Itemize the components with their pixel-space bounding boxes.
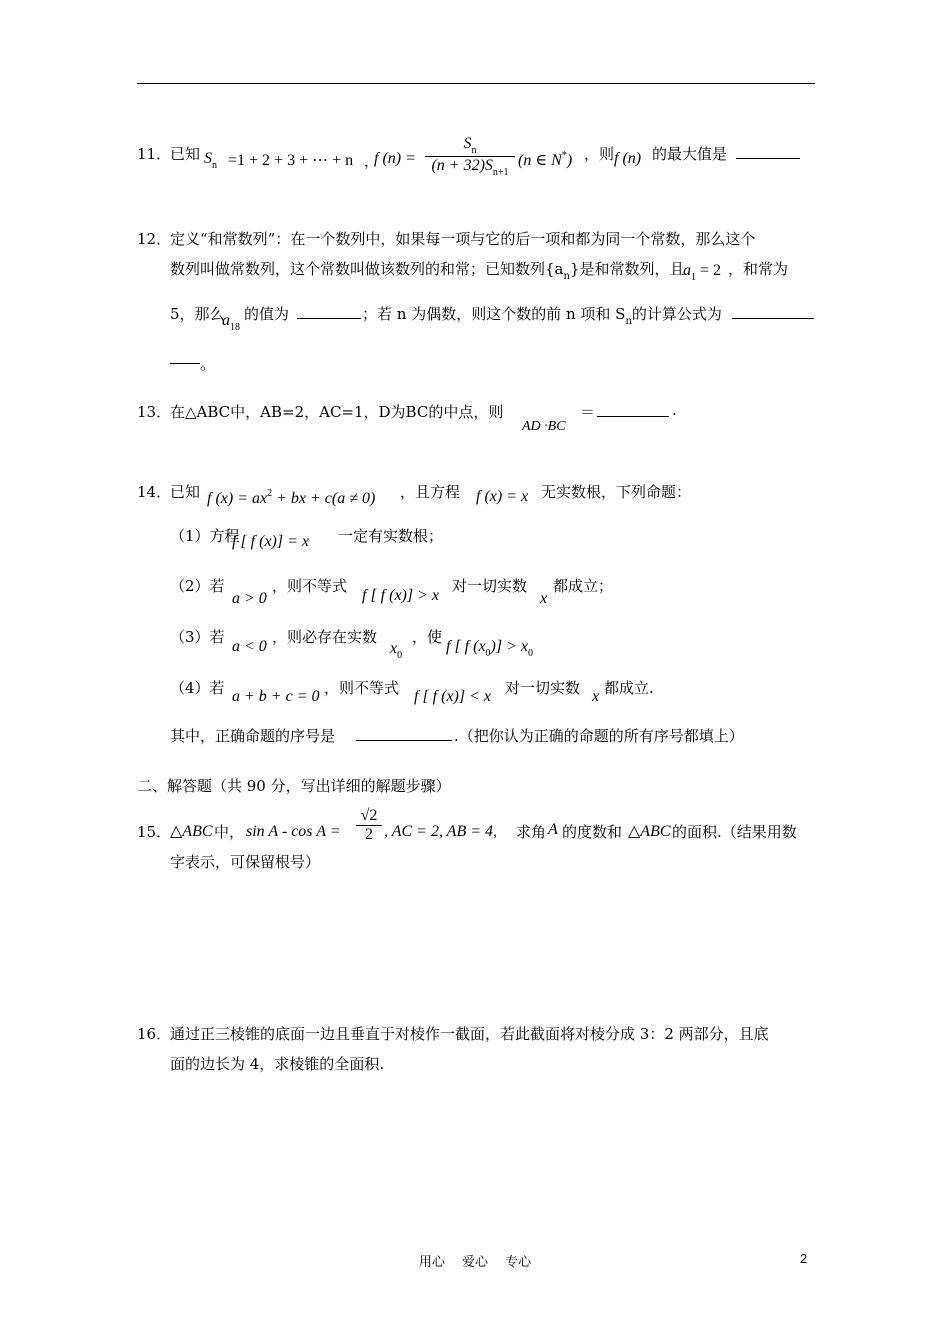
q11-text-1: 已知 xyxy=(170,145,201,163)
q14-text-2: ，且方程 xyxy=(400,483,461,501)
q14-prop-1-label: （1）方程 xyxy=(170,527,240,545)
q14-prop-2-t3: 都成立； xyxy=(553,577,614,595)
q14-number: 14． xyxy=(137,483,172,501)
q15-denominator: 2 xyxy=(365,826,373,843)
q13-vector: AD ·BC xyxy=(522,419,566,434)
q15-rest: , AC = 2, AB = 4, xyxy=(384,823,498,840)
q11-text-3: 的最大值是 xyxy=(652,145,728,163)
q12-a18: $a_{18}$ xyxy=(222,312,240,333)
q16-line-2: 面的边长为 4，求棱锥的全面积. xyxy=(170,1055,385,1073)
q15-line-2: 字表示，可保留根号） xyxy=(170,853,321,871)
page-footer: 用心 爱心 专心 xyxy=(418,1255,532,1270)
q14-prop-4-t3: 都成立. xyxy=(604,679,654,697)
q14-prop-4-t2: 对一切实数 xyxy=(505,679,581,697)
q11-comma: ， xyxy=(364,152,380,170)
q16-line-1: 通过正三棱锥的底面一边且垂直于对棱作一截面，若此截面将对棱分成 3：2 两部分，且底 xyxy=(170,1025,769,1043)
q11-fn: f (n) = xyxy=(374,150,416,167)
q14-prop-3-math: f [ f $(x_0)] > x_0$ xyxy=(446,638,533,659)
q12-blank-formula[interactable] xyxy=(732,304,814,319)
q12-line-1: 定义“和常数列”：在一个数列中，如果每一项与它的后一项和都为同一个常数，那么这个 xyxy=(170,230,756,248)
q16-number: 16． xyxy=(137,1025,172,1043)
q13-answer-blank[interactable] xyxy=(597,402,669,417)
q11-numerator: $S_n$ xyxy=(463,135,477,156)
q12-line-2a: 数列叫做常数列，这个常数叫做该数列的和常；已知数列$\{a_n\}$是和常数列，且 xyxy=(170,260,685,282)
q14-final-a: 其中，正确命题的序号是 xyxy=(170,727,336,745)
q12-number: 12． xyxy=(137,230,172,248)
q14-answer-blank[interactable] xyxy=(356,726,452,741)
q14-equation: f (x) = x xyxy=(476,488,529,505)
q15-fraction xyxy=(356,807,382,844)
q13-number: 13． xyxy=(137,403,172,421)
page-number: 2 xyxy=(800,1251,808,1266)
q14-prop-4-label: （4）若 xyxy=(170,679,225,697)
q11-condition: (n ∈ N*) xyxy=(518,150,573,169)
q12-line-3a: 5，那么 xyxy=(170,305,225,323)
q12-line-2c: ，和常为 xyxy=(728,260,789,278)
q15-number: 15． xyxy=(137,823,172,841)
q13-eq: ＝ xyxy=(580,403,596,421)
q15-triangle: △ABC xyxy=(170,823,213,840)
q11-answer-blank[interactable] xyxy=(736,144,800,159)
section-2-heading: 二、解答题（共 90 分，写出详细的解题步骤） xyxy=(137,777,451,795)
q12-blank-a18[interactable] xyxy=(297,304,361,319)
q14-prop-2-cond: a > 0 xyxy=(232,590,267,607)
q11-denominator: $(n + 32)S_{n+1}$ xyxy=(431,157,509,178)
q15-numerator: √2 xyxy=(360,807,378,824)
q11-fraction xyxy=(425,135,515,178)
q11-sn: $S_n$ xyxy=(204,150,217,171)
q15-triangle-2: △ABC xyxy=(628,823,671,840)
q14-prop-4-cond: a + b + c = 0 xyxy=(232,688,320,705)
q14-function: f $(x) = ax^2$ + bx + c(a ≠ 0) xyxy=(207,488,376,507)
q14-prop-2-t1: ，则不等式 xyxy=(272,577,348,595)
q14-prop-3-t2: ，使 xyxy=(412,628,443,646)
q12-a1: $a_1 = 2$ xyxy=(683,262,722,283)
q14-prop-3-cond: a < 0 xyxy=(232,638,267,655)
q13-end: . xyxy=(672,401,677,419)
q14-prop-3-t1: ，则必存在实数 xyxy=(272,628,378,646)
q11-sum: =1 + 2 + 3 + ⋯ + n xyxy=(228,152,354,169)
header-rule xyxy=(137,83,815,84)
q11-fn2: f (n) xyxy=(614,150,642,167)
q15-t1: 中， xyxy=(214,823,245,841)
q14-prop-1-text: 一定有实数根； xyxy=(338,527,444,545)
q14-prop-2-label: （2）若 xyxy=(170,577,225,595)
q11-text-2: ，则 xyxy=(584,145,615,163)
q13-text: 在△ABC中，AB=2，AC=1，D为BC的中点，则 xyxy=(170,403,504,421)
q14-prop-3-label: （3）若 xyxy=(170,628,225,646)
q15-angle-a: A xyxy=(548,821,558,838)
q12-line-3c: ；若 n 为偶数，则这个数的前 n 项和 $S_n$的计算公式为 xyxy=(362,305,722,327)
q14-text-3: 无实数根，下列命题： xyxy=(541,483,692,501)
q14-prop-2-x: x xyxy=(540,590,548,607)
q14-prop-4-x: x xyxy=(592,688,600,705)
q11-number: 11． xyxy=(137,145,172,163)
q14-prop-2-t2: 对一切实数 xyxy=(452,577,528,595)
q14-final-b: .（把你认为正确的命题的所有序号都填上） xyxy=(454,727,744,745)
q12-line-4: 。 xyxy=(200,355,216,373)
q15-expr: sin A - cos A = xyxy=(246,823,341,840)
q14-prop-4-t1: ，则不等式 xyxy=(324,679,400,697)
q14-prop-1-math: f [ f (x)] = x xyxy=(232,533,309,550)
q15-t3: 的度数和 xyxy=(562,823,623,841)
q15-t2: 求角 xyxy=(516,823,547,841)
q15-t4: 的面积.（结果用数 xyxy=(672,823,797,841)
q14-prop-3-x0: $x_0$ xyxy=(390,640,403,661)
q14-prop-4-math: f [ f (x)] < x xyxy=(414,688,491,705)
q14-prop-2-math: f [ f (x)] > x xyxy=(362,587,439,604)
q12-blank-formula-cont[interactable] xyxy=(170,349,200,364)
q12-line-3b: 的值为 xyxy=(244,305,290,323)
q14-text-1: 已知 xyxy=(170,483,201,501)
